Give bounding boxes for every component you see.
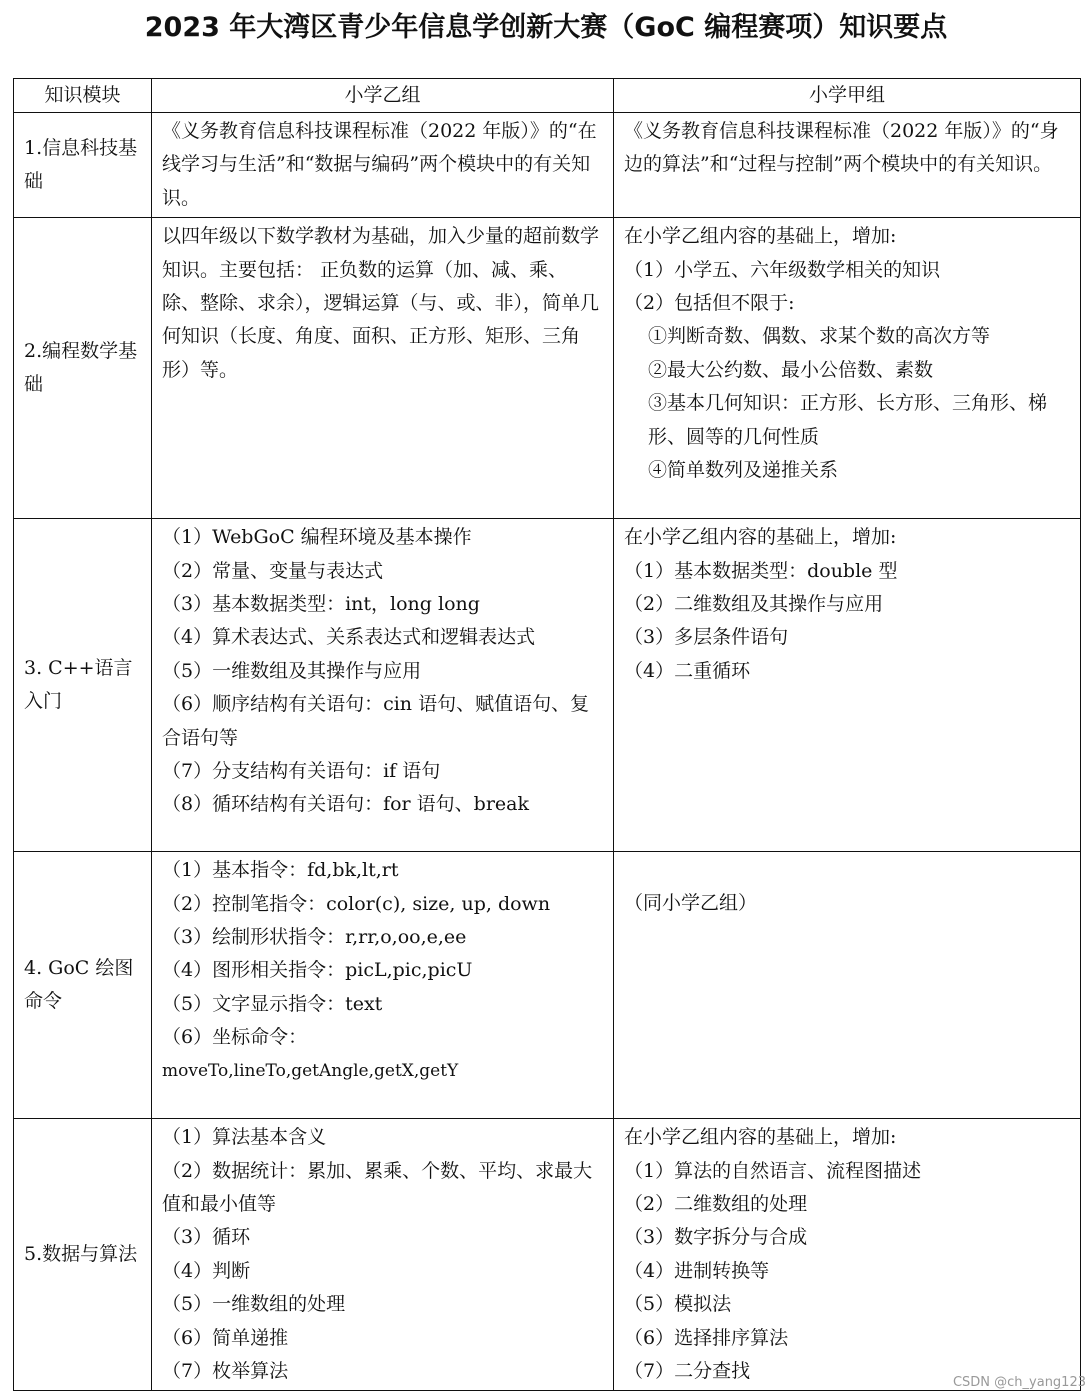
- list-item: （2）包括但不限于:: [624, 292, 795, 315]
- table-row: [14, 519, 1081, 852]
- table-row: [14, 1119, 1081, 1391]
- list-item: （1）基本指令：fd,bk,lt,rt: [162, 859, 399, 882]
- page-title: 2023 年大湾区青少年信息学创新大赛（GoC 编程赛项）知识要点: [144, 12, 948, 43]
- list-item: （5）一维数组及其操作与应用: [162, 659, 422, 682]
- list-item: 在小学乙组内容的基础上，增加:: [624, 1126, 897, 1149]
- yi-cell: [152, 218, 614, 519]
- yi-cell: [152, 113, 614, 218]
- module-cell: [14, 113, 152, 218]
- list-item: （5）一维数组的处理: [162, 1293, 346, 1316]
- list-item: （4）二重循环: [624, 659, 751, 682]
- knowledge-table: [13, 78, 1081, 1391]
- header-row: [14, 79, 1081, 113]
- list-item: （1）WebGoC 编程环境及基本操作: [162, 526, 472, 549]
- watermark: CSDN @ch_yang123: [952, 1375, 1086, 1390]
- list-item: （4）图形相关指令：picL,pic,picU: [162, 959, 473, 982]
- list-item: （2）控制笔指令：color(c), size, up, down: [162, 892, 551, 915]
- list-item: ②最大公约数、最小公倍数、素数: [648, 358, 934, 381]
- list-item: （同小学乙组）: [624, 892, 758, 915]
- module-label: 4. GoC 绘图命令: [24, 956, 134, 1013]
- list-item: moveTo,lineTo,getAngle,getX,getY: [162, 1060, 459, 1081]
- list-item: （1）算法的自然语言、流程图描述: [624, 1159, 922, 1182]
- jia-cell: [614, 113, 1081, 218]
- header-jia: 小学甲组: [614, 79, 1081, 113]
- yi-cell: [152, 519, 614, 852]
- list-item: ①判断奇数、偶数、求某个数的高次方等: [648, 325, 991, 348]
- table-row: [14, 852, 1081, 1119]
- jia-cell: [614, 218, 1081, 519]
- list-item: （3）基本数据类型：int，long long: [162, 593, 480, 616]
- jia-cell: [614, 1119, 1081, 1391]
- list-item: （4）算术表达式、关系表达式和逻辑表达式: [162, 626, 536, 649]
- list-item: （7）二分查找: [624, 1360, 751, 1383]
- list-item: 《义务教育信息科技课程标准（2022 年版）》的“在线学习与生活”和“数据与编码”两个模块中的有关知识。: [162, 120, 597, 209]
- list-item: （5）模拟法: [624, 1293, 732, 1316]
- module-cell: [14, 519, 152, 852]
- list-item: （6）简单递推: [162, 1326, 289, 1349]
- list-item: ④简单数列及递推关系: [648, 459, 839, 482]
- list-item: （3）多层条件语句: [624, 626, 789, 649]
- module-cell: [14, 852, 152, 1119]
- jia-cell: [614, 519, 1081, 852]
- list-item: （2）二维数组及其操作与应用: [624, 593, 884, 616]
- list-item: （1）算法基本含义: [162, 1126, 327, 1149]
- list-item: （2）二维数组的处理: [624, 1193, 808, 1216]
- list-item: （7）枚举算法: [162, 1360, 289, 1383]
- list-item: （6）顺序结构有关语句：cin 语句、赋值语句、复合语句等: [162, 693, 590, 749]
- list-item: （7）分支结构有关语句：if 语句: [162, 760, 441, 783]
- list-item: （6）选择排序算法: [624, 1326, 789, 1349]
- list-item: 《义务教育信息科技课程标准（2022 年版）》的“身边的算法”和“过程与控制”两个模块中的有关知识。: [624, 120, 1059, 176]
- module-cell: [14, 1119, 152, 1391]
- list-item: （5）文字显示指令：text: [162, 992, 383, 1015]
- module-label: 5.数据与算法: [24, 1243, 138, 1266]
- list-item: （6）坐标命令：: [162, 1026, 308, 1049]
- list-item: （2）常量、变量与表达式: [162, 559, 384, 582]
- jia-cell: [614, 852, 1081, 1119]
- module-label: 3. C++语言入门: [24, 656, 133, 713]
- list-item: （1）小学五、六年级数学相关的知识: [624, 258, 941, 281]
- list-item: 在小学乙组内容的基础上，增加:: [624, 526, 897, 549]
- list-item: （3）数字拆分与合成: [624, 1226, 808, 1249]
- table-row: [14, 113, 1081, 218]
- list-item: 在小学乙组内容的基础上，增加:: [624, 225, 897, 248]
- yi-cell: [152, 852, 614, 1119]
- list-item: （1）基本数据类型：double 型: [624, 559, 898, 582]
- list-item: （4）进制转换等: [624, 1259, 770, 1282]
- yi-cell: [152, 1119, 614, 1391]
- module-cell: [14, 218, 152, 519]
- module-label: 2.编程数学基础: [24, 339, 138, 396]
- list-item: （3）循环: [162, 1226, 251, 1249]
- list-item: 以四年级以下数学教材为基础，加入少量的超前数学知识。主要包括： 正负数的运算（加、减、乘、除、整除、求余），逻辑运算（与、或、非），简单几何知识（长度、角度、面积、正方形、矩形、三角形）等。: [162, 225, 600, 381]
- list-item: （8）循环结构有关语句：for 语句、break: [162, 793, 530, 816]
- header-yi: 小学乙组: [152, 79, 614, 113]
- list-item: （2）数据统计：累加、累乘、个数、平均、求最大值和最小值等: [162, 1159, 593, 1216]
- list-item: （4）判断: [162, 1259, 251, 1282]
- list-item: （3）绘制形状指令：r,rr,o,oo,e,ee: [162, 926, 467, 949]
- header-module: 知识模块: [14, 79, 152, 113]
- list-item: ③基本几何知识：正方形、长方形、三角形、梯形、圆等的几何性质: [648, 392, 1048, 448]
- module-label: 1.信息科技基础: [24, 136, 138, 193]
- table-row: [14, 218, 1081, 519]
